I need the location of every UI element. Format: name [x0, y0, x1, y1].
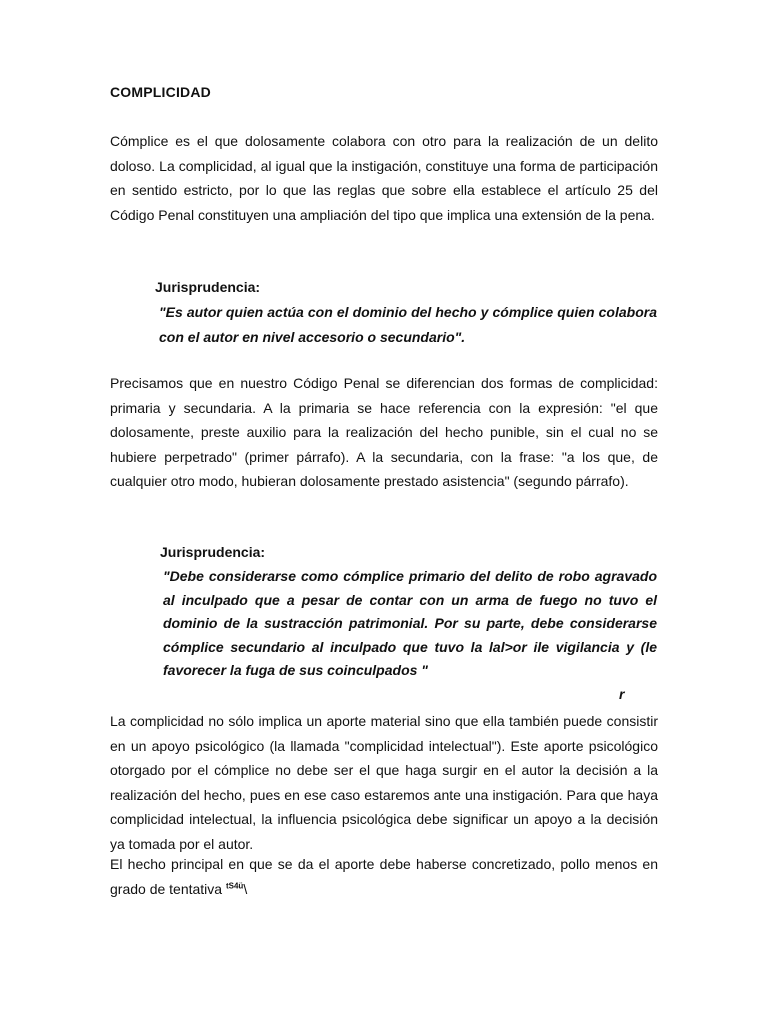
paragraph-principal-act	[110, 852, 658, 901]
jurisprudence-quote: "Es autor quien actúa con el dominio del hecho y cómplice quien colabora con el autor en nivel accesorio o secundario".	[159, 304, 657, 345]
paragraph-text: El hecho principal en que se da el aporte debe haberse concretizado, pollo menos en grado de tentativa	[110, 856, 658, 897]
paragraph-definition: Cómplice es el que dolosamente colabora con otro para la realización de un delito doloso. La complicidad, al igual que la instigación, constituye una forma de participación en sentido estricto, por lo que las reglas que sobre ella establece el artículo 25 del Código Penal constituyen una ampliación del tipo que implica una extensión de la pena.	[110, 133, 658, 223]
paragraph-intellectual-complicity: La complicidad no sólo implica un aporte material sino que ella también puede consistir en un apoyo psicológico (la llamada "complicidad intelectual"). Este aporte psicológico otorgado por el cómplice no debe ser el que haga surgir en el autor la decisión a la realización del hecho, pues en ese caso estaremos ante una instigación. Para que haya complicidad intelectual, la influencia psicológica debe significar un apoyo a la decisión ya tomada por el autor.	[110, 713, 658, 852]
stray-mark: r	[619, 686, 625, 702]
trailing-mark: \	[243, 880, 248, 897]
paragraph-forms-of-complicity: Precisamos que en nuestro Código Penal se diferencian dos formas de complicidad: primaria y secundaria. A la primaria se hace referencia con la expresión: "el que dolosamente, preste auxilio para la realización del hecho punible, sin el cual no se hubiere perpetrado" (primer párrafo). A la secundaria, con la frase: "a los que, de cualquier otro modo, hubieran dolosamente prestado asistencia" (segundo párrafo).	[110, 375, 658, 489]
jurisprudence-label: Jurisprudencia:	[160, 544, 266, 560]
document-heading: COMPLICIDAD	[110, 84, 211, 100]
footnote-marker: tS4ü	[225, 880, 244, 890]
jurisprudence-quote: "Debe considerarse como cómplice primario del delito de robo agravado al inculpado que a pesar de contar con un arma de fuego no tuvo el dominio de la sustracción patrimonial. Por su parte, debe considerarse cómplice secundario al inculpado que tuvo la lal>or ile vigilancia y (le favorecer la fuga de sus coinculpados "	[163, 568, 657, 678]
jurisprudence-label: Jurisprudencia:	[155, 279, 261, 295]
